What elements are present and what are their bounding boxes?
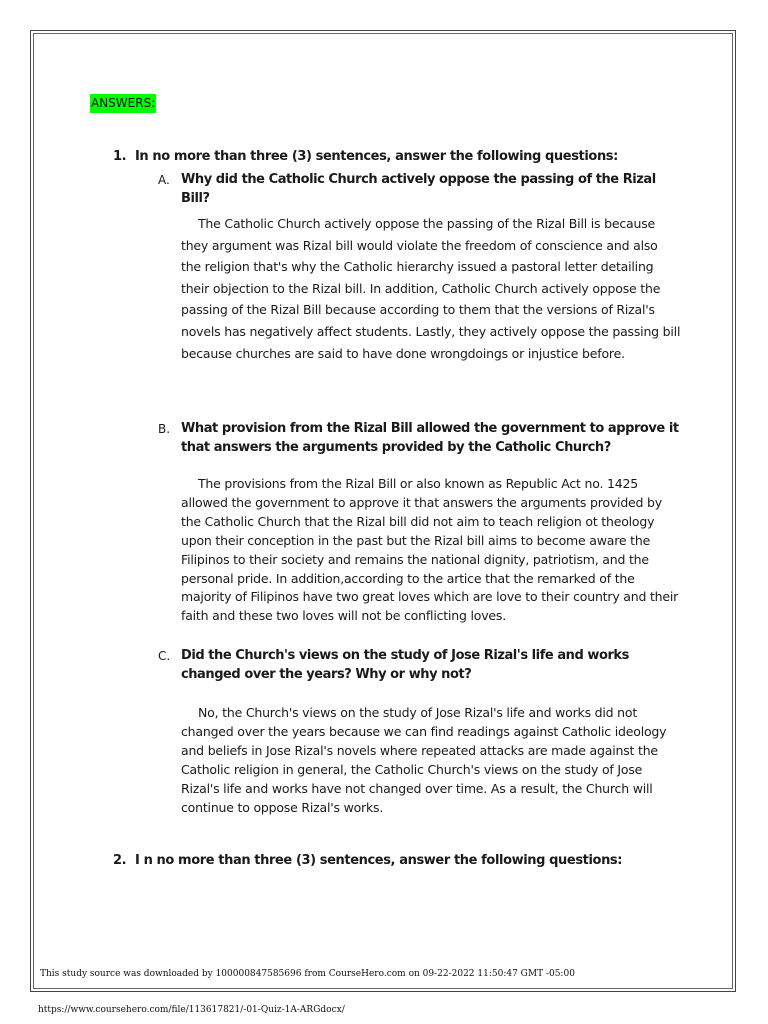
answer-1c: No, the Church's views on the study of Jose Rizal's life and works did not changed over the years because we can find readings against Catholic ideology and beliefs in Jose Rizal's novels where repeated attacks are made against the Catholic religion in general, the Catholic Church's views on the study of Jose Rizal's life and works have not changed over time. As a result, the Church will continue to oppose Rizal's works. bbox=[181, 705, 667, 815]
question-1a-text: Why did the Catholic Church actively oppose the passing of the Rizal Bill? bbox=[181, 172, 656, 206]
answer-1b: The provisions from the Rizal Bill or also known as Republic Act no. 1425 allowed the government to approve it that answers the arguments provided by the Catholic Church that the Rizal bill did not aim to teach religion ot theology upon their conception in the past but the Rizal bill aims to become aware the Filipinos to their society and remains the national dignity, patriotism, and the personal pride. In addition,according to the artice that the remarked of the majority of Filipinos have two great loves which are love to their country and their faith and these two loves will not be conflicting loves. bbox=[181, 476, 679, 624]
download-source-note: This study source was downloaded by 100000847585696 from CourseHero.com on 09-22-2022 11:50:47 GMT -05:00 bbox=[40, 969, 575, 979]
source-url[interactable]: https://www.coursehero.com/file/113617821/-01-Quiz-1A-ARGdocx/ bbox=[38, 1005, 345, 1015]
question-2-text: I n no more than three (3) sentences, answer the following questions: bbox=[135, 853, 623, 868]
question-1-text: In no more than three (3) sentences, answer the following questions: bbox=[135, 149, 618, 164]
question-2 bbox=[113, 852, 622, 870]
question-1b-letter: B. bbox=[158, 422, 171, 436]
answers-label: ANSWERS: bbox=[90, 94, 156, 113]
question-2-number: 2. bbox=[113, 853, 127, 868]
answer-1a: The Catholic Church actively oppose the passing of the Rizal Bill is because they argument was Rizal bill would violate the freedom of conscience and also the religion that's why the Catholic hierarchy issued a pastoral letter detailing their objection to the Rizal bill. In addition, Catholic Church actively oppose the passing of the Rizal Bill because according to them that the versions of Rizal's novels has negatively affect students. Lastly, they actively oppose the passing bill because churches are said to have done wrongdoings or injustice before. bbox=[181, 216, 681, 361]
question-1a-letter: A. bbox=[158, 173, 170, 187]
question-1 bbox=[113, 148, 618, 166]
question-1b-text: What provision from the Rizal Bill allowed the government to approve it that answers the arguments provided by the Catholic Church? bbox=[181, 421, 679, 455]
question-1c-letter: C. bbox=[158, 649, 171, 663]
question-1c-text: Did the Church's views on the study of Jose Rizal's life and works changed over the years? Why or why not? bbox=[181, 648, 629, 682]
question-1-number: 1. bbox=[113, 149, 127, 164]
